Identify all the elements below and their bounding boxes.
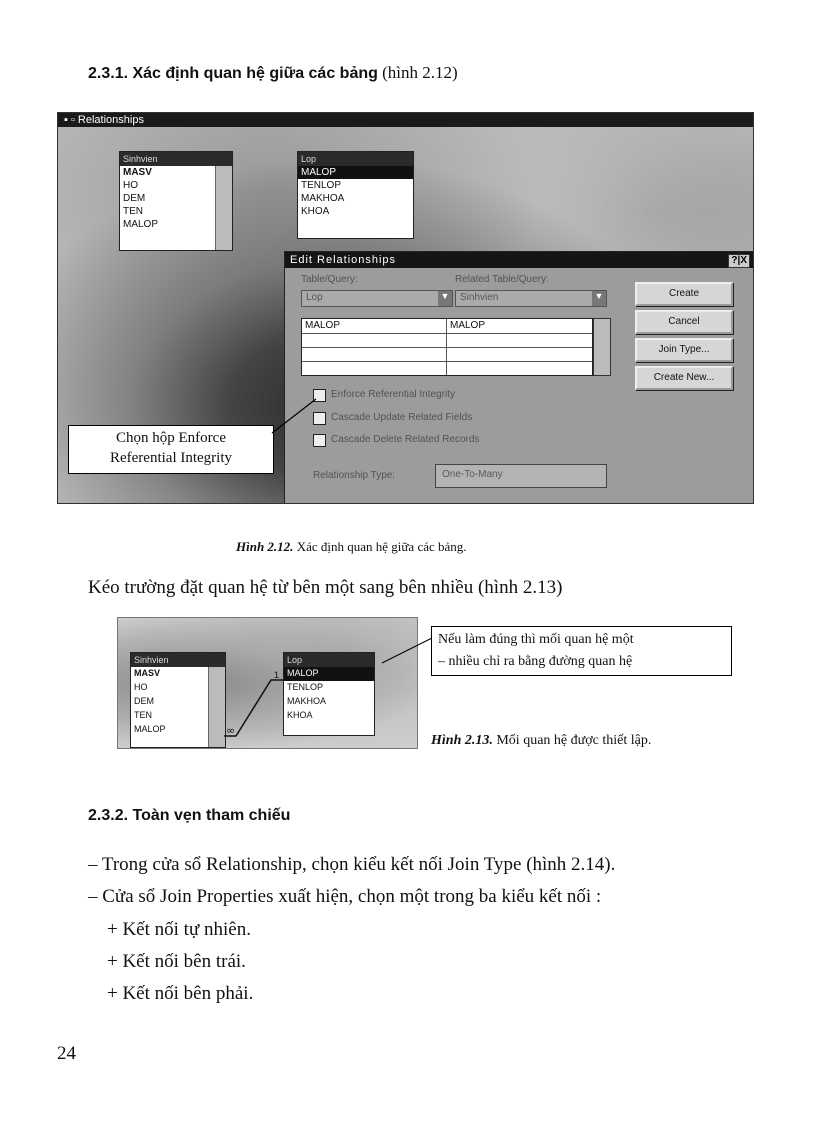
relationship-many-marker: ∞ — [226, 724, 236, 737]
bullet-item: – Trong cửa sổ Relationship, chọn kiểu kết nối Join Type (hình 2.14). — [88, 854, 616, 875]
page-number: 24 — [57, 1043, 76, 1064]
section-heading-231 — [88, 63, 458, 83]
note-2-13-box — [431, 626, 732, 676]
relationship-type-label: Relationship Type: — [313, 470, 396, 481]
grid-left-field[interactable]: MALOP — [305, 320, 341, 331]
grid-right-field[interactable]: MALOP — [450, 320, 486, 331]
dialog-help-close-controls[interactable]: ?|X — [728, 254, 750, 268]
join-type-button[interactable]: Join Type... — [635, 338, 733, 362]
paragraph-2-13: Kéo trường đặt quan hệ từ bên một sang bên nhiều (hình 2.13) — [88, 577, 563, 598]
figure-2-13-screenshot — [117, 617, 418, 749]
relationship-type-value: One-To-Many — [442, 469, 503, 480]
field-makhoa-2[interactable]: MAKHOA — [287, 696, 327, 706]
section-heading-232: 2.3.2. Toàn vẹn tham chiếu — [88, 807, 291, 824]
lop-table-title-2: Lop — [284, 653, 374, 667]
field-dem[interactable]: DEM — [123, 193, 146, 204]
sub-item: + Kết nối bên phải. — [107, 983, 254, 1004]
cascade-delete-label: Cascade Delete Related Records — [331, 434, 480, 445]
field-malop-2[interactable]: MALOP — [134, 724, 166, 734]
heading-231-ref: (hình 2.12) — [377, 63, 458, 82]
related-select-value: Sinhvien — [460, 292, 499, 303]
bullet-item: – Cửa sổ Join Properties xuất hiện, chọn một trong ba kiểu kết nối : — [88, 886, 602, 907]
field-malop-selected[interactable]: MALOP — [298, 166, 413, 179]
sinhvien-table-title: Sinhvien — [120, 152, 232, 166]
window-icon: ▪ ▫ — [64, 114, 78, 126]
field-khoa[interactable]: KHOA — [301, 206, 330, 217]
callout-pointer-line — [58, 113, 753, 503]
field-tenlop[interactable]: TENLOP — [301, 180, 342, 191]
field-masv[interactable]: MASV — [123, 167, 152, 178]
caption-2-13-label: Hình 2.13. — [431, 733, 493, 748]
dialog-title: Edit Relationships — [285, 252, 753, 268]
caption-2-13-text: Mối quan hệ được thiết lập. — [492, 733, 652, 748]
chevron-down-icon[interactable]: ▼ — [592, 291, 606, 306]
sub-item: + Kết nối tự nhiên. — [107, 919, 251, 940]
sinhvien-table-title-2: Sinhvien — [131, 653, 225, 667]
lop-table-title: Lop — [298, 152, 413, 166]
field-dem-2[interactable]: DEM — [134, 696, 154, 706]
chevron-down-icon[interactable]: ▼ — [438, 291, 452, 306]
table-select-value: Lop — [306, 292, 323, 303]
caption-2-12 — [236, 539, 467, 555]
cancel-button[interactable]: Cancel — [635, 310, 733, 334]
related-table-label: Related Table/Query: — [455, 274, 549, 285]
create-button[interactable]: Create — [635, 282, 733, 306]
table-query-label: Table/Query: — [301, 274, 358, 285]
caption-2-12-label: Hình 2.12. — [236, 539, 294, 554]
caption-2-13 — [431, 733, 651, 749]
field-ho[interactable]: HO — [123, 180, 138, 191]
window-title: Relationships — [77, 114, 144, 126]
sub-item: + Kết nối bên trái. — [107, 951, 246, 972]
field-malop[interactable]: MALOP — [123, 219, 159, 230]
create-new-button[interactable]: Create New... — [635, 366, 733, 390]
enforce-integrity-label: Enforce Referential Integrity — [331, 389, 455, 400]
heading-231-text: 2.3.1. Xác định quan hệ giữa các bảng — [88, 65, 378, 82]
note-line2: – nhiều chỉ ra bằng đường quan hệ — [438, 654, 633, 669]
field-malop-selected-2[interactable]: MALOP — [284, 667, 374, 681]
caption-2-12-text: Xác định quan hệ giữa các bảng. — [293, 539, 467, 554]
field-tenlop-2[interactable]: TENLOP — [287, 682, 324, 692]
field-ten[interactable]: TEN — [123, 206, 143, 217]
relationship-line — [118, 618, 417, 748]
field-ho-2[interactable]: HO — [134, 682, 148, 692]
figure-2-12-screenshot — [57, 112, 754, 504]
field-masv-2[interactable]: MASV — [134, 668, 161, 678]
field-makhoa[interactable]: MAKHOA — [301, 193, 345, 204]
field-khoa-2[interactable]: KHOA — [287, 710, 313, 720]
cascade-update-label: Cascade Update Related Fields — [331, 412, 473, 423]
note-line1: Nếu làm đúng thì mối quan hệ một — [438, 632, 634, 647]
callout-line2: Referential Integrity — [109, 450, 233, 466]
relationship-one-marker: 1 — [274, 670, 280, 680]
callout-line1: Chọn hộp Enforce — [116, 430, 226, 446]
field-ten-2[interactable]: TEN — [134, 710, 152, 720]
